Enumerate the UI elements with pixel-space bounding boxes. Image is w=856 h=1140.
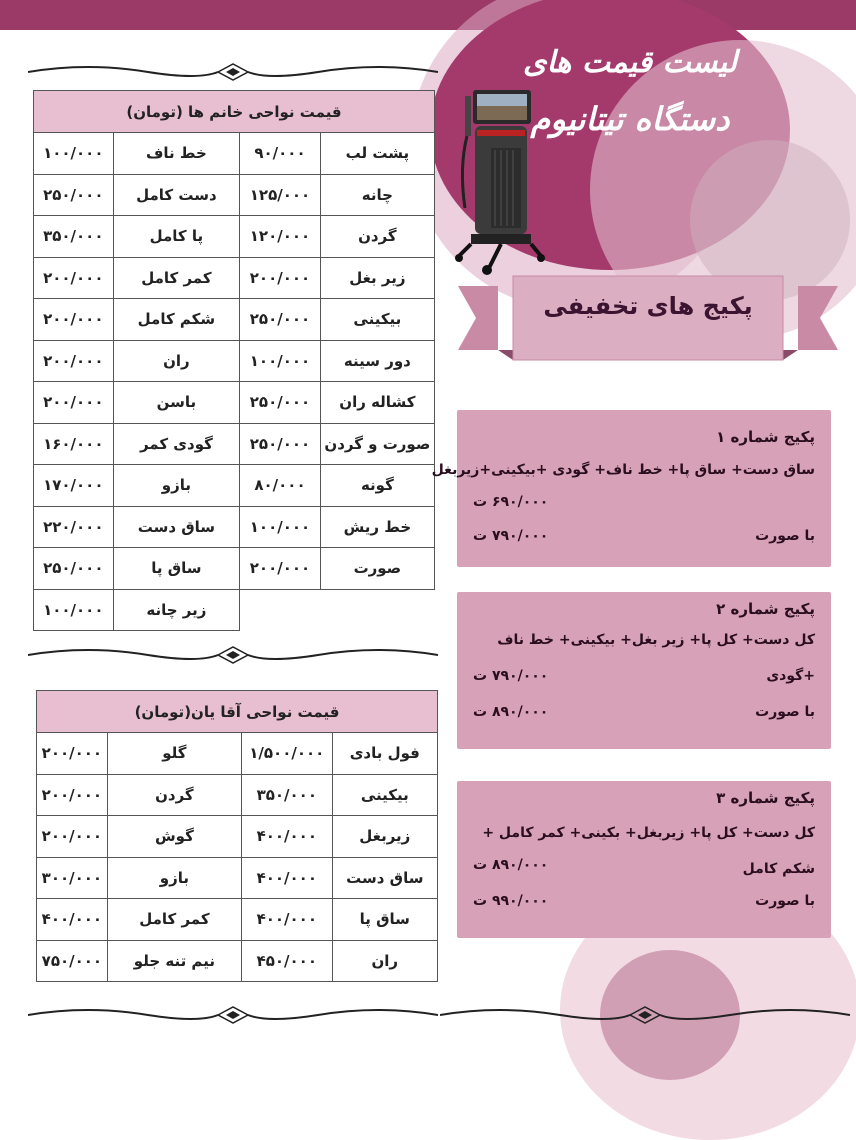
package-title: پکیج شماره ۲ [716,600,815,618]
area-name: صورت [320,548,434,590]
title-line-2: دستگاه تیتانیوم [530,100,730,138]
package-title: پکیج شماره ۳ [716,789,815,807]
table-row [34,257,435,299]
area-name: کشاله ران [320,382,434,424]
area-price: ۷۵۰/۰۰۰ [37,940,108,982]
package-face-price: ۸۹۰/۰۰۰ ت [473,704,549,720]
package-description: کل دست+ کل پا+ زیر بغل+ بیکینی+ خط ناف [497,632,815,648]
area-name: ساق دست [332,857,437,899]
area-name: زیربغل [332,816,437,858]
area-name: زیر چانه [113,589,240,631]
divider-ornament [28,1003,438,1027]
area-name: باسن [113,382,240,424]
package-card-3 [457,781,831,938]
area-price: ۲۵۰/۰۰۰ [240,299,320,341]
area-price: ۲۰۰/۰۰۰ [37,733,108,775]
table-row [34,340,435,382]
area-name: گردن [107,774,241,816]
area-price: ۲۰۰/۰۰۰ [34,382,114,424]
area-price: ۳۰۰/۰۰۰ [37,857,108,899]
table-row [37,733,438,775]
package-description: کل دست+ کل پا+ زیربغل+ بکینی+ کمر کامل + [482,825,815,841]
area-name: شکم کامل [113,299,240,341]
women-price-table [33,90,435,631]
area-price: ۲۵۰/۰۰۰ [240,423,320,465]
table-row [34,216,435,258]
package-face-price: ۷۹۰/۰۰۰ ت [473,528,549,544]
table-row [37,816,438,858]
table-row [34,133,435,175]
area-price: ۲۰۰/۰۰۰ [37,816,108,858]
area-name: دست کامل [113,174,240,216]
area-price: ۴۵۰/۰۰۰ [242,940,333,982]
area-price: ۲۲۰/۰۰۰ [34,506,114,548]
package-price: ۷۹۰/۰۰۰ ت [473,668,549,684]
area-name: دور سینه [320,340,434,382]
area-name: کمر کامل [113,257,240,299]
area-price: ۲۰۰/۰۰۰ [240,548,320,590]
table-row [34,382,435,424]
package-card-1 [431,410,831,567]
table-row [37,940,438,982]
package-description: ساق دست+ ساق پا+ خط ناف+ گودی +بیکینی+زیربغل [431,462,815,478]
package-title: پکیج شماره ۱ [716,428,815,446]
area-price: ۱/۵۰۰/۰۰۰ [242,733,333,775]
area-price: ۹۰/۰۰۰ [240,133,320,175]
packages-ribbon [458,268,838,368]
area-name: ساق پا [113,548,240,590]
table-row [34,506,435,548]
package-face-label: با صورت [755,528,815,544]
area-name: پا کامل [113,216,240,258]
area-price: ۱۲۵/۰۰۰ [240,174,320,216]
area-name: ران [113,340,240,382]
area-name: نیم تنه جلو [107,940,241,982]
table-row [34,465,435,507]
area-price: ۱۰۰/۰۰۰ [240,506,320,548]
area-price: ۲۵۰/۰۰۰ [34,548,114,590]
table-row [34,589,435,631]
package-price: ۶۹۰/۰۰۰ ت [473,494,549,510]
area-name: ساق دست [113,506,240,548]
area-price: ۱۶۰/۰۰۰ [34,423,114,465]
package-card-2 [457,592,831,749]
package-face-label: با صورت [755,893,815,909]
divider-ornament [28,60,438,84]
area-name: فول بادی [332,733,437,775]
package-description-cont: +گودی [766,668,815,684]
area-price: ۴۰۰/۰۰۰ [242,899,333,941]
area-name: پشت لب [320,133,434,175]
table-row [34,423,435,465]
empty-cell [320,589,434,631]
package-description-cont: شکم کامل [742,861,815,877]
area-price: ۲۰۰/۰۰۰ [37,774,108,816]
area-price: ۸۰/۰۰۰ [240,465,320,507]
area-price: ۱۰۰/۰۰۰ [34,589,114,631]
men-table-title: قیمت نواحی آقا یان(تومان) [37,691,438,733]
area-name: گلو [107,733,241,775]
table-row [34,548,435,590]
area-name: ران [332,940,437,982]
table-row [37,857,438,899]
area-price: ۲۵۰/۰۰۰ [240,382,320,424]
package-face-label: با صورت [755,704,815,720]
area-name: گوش [107,816,241,858]
divider-ornament [28,643,438,667]
area-price: ۲۵۰/۰۰۰ [34,174,114,216]
table-row [34,299,435,341]
area-name: خط ریش [320,506,434,548]
area-price: ۱۰۰/۰۰۰ [240,340,320,382]
area-name: گردن [320,216,434,258]
area-name: صورت و گردن [320,423,434,465]
area-price: ۳۵۰/۰۰۰ [34,216,114,258]
area-name: بیکینی [332,774,437,816]
area-price: ۲۰۰/۰۰۰ [34,299,114,341]
area-name: کمر کامل [107,899,241,941]
empty-cell [240,589,320,631]
area-name: بازو [107,857,241,899]
area-name: چانه [320,174,434,216]
package-price: ۸۹۰/۰۰۰ ت [473,857,549,873]
area-price: ۳۵۰/۰۰۰ [242,774,333,816]
area-price: ۲۰۰/۰۰۰ [34,340,114,382]
title-line-1: لیست قیمت های [523,45,737,80]
area-name: ساق پا [332,899,437,941]
table-row [37,899,438,941]
table-row [37,774,438,816]
area-name: گونه [320,465,434,507]
area-price: ۲۰۰/۰۰۰ [34,257,114,299]
area-price: ۱۰۰/۰۰۰ [34,133,114,175]
women-table-title: قیمت نواحی خانم ها (تومان) [34,91,435,133]
area-price: ۲۰۰/۰۰۰ [240,257,320,299]
area-price: ۴۰۰/۰۰۰ [37,899,108,941]
area-price: ۱۲۰/۰۰۰ [240,216,320,258]
area-name: گودی کمر [113,423,240,465]
laser-machine-image [455,88,545,278]
men-price-table [36,690,438,982]
area-name: خط ناف [113,133,240,175]
area-price: ۱۷۰/۰۰۰ [34,465,114,507]
area-name: زیر بغل [320,257,434,299]
package-face-price: ۹۹۰/۰۰۰ ت [473,893,549,909]
area-price: ۴۰۰/۰۰۰ [242,857,333,899]
ribbon-label: پکیج های تخفیفی [543,292,753,320]
divider-ornament [440,1003,850,1027]
area-name: بیکینی [320,299,434,341]
table-row [34,174,435,216]
area-price: ۴۰۰/۰۰۰ [242,816,333,858]
area-name: بازو [113,465,240,507]
